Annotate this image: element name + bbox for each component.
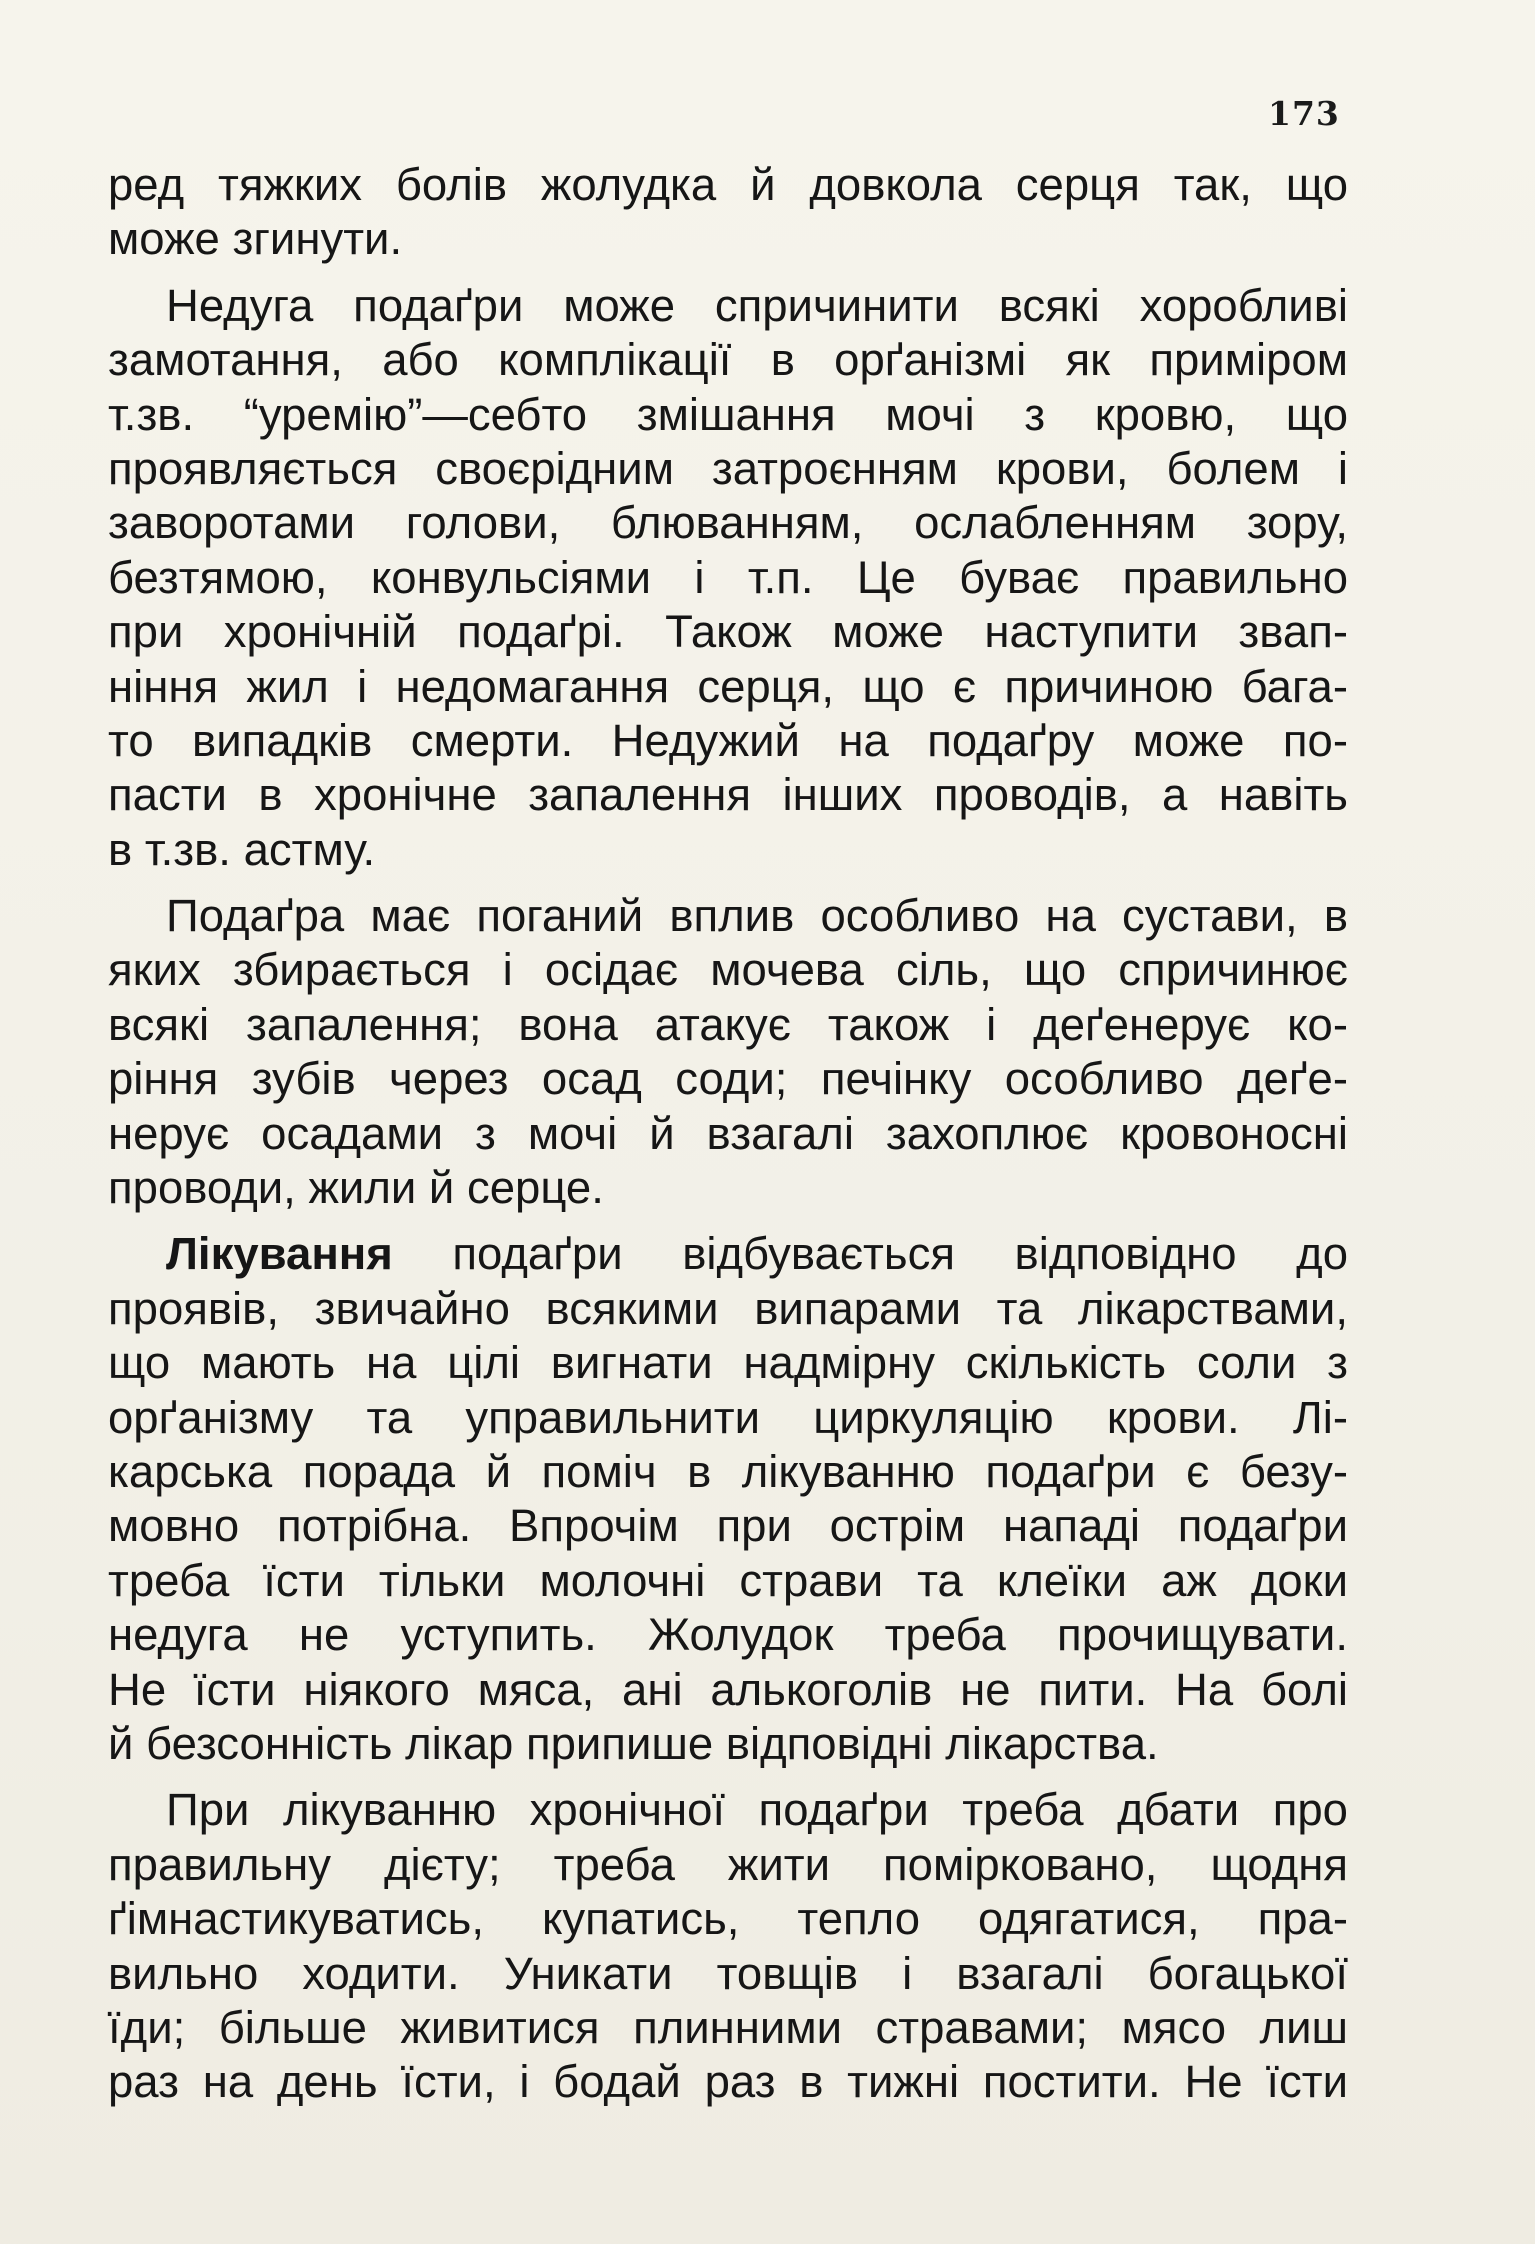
paragraph: [108, 1783, 1348, 2109]
text-line: може згинути.: [108, 213, 403, 265]
text-line: при хронічній подаґрі. Також може наступити звап-: [108, 606, 1348, 658]
text-line: проводи, жили й серце.: [108, 1162, 604, 1214]
text-line: Не їсти ніякого мяса, ані алькоголів не пити. На болі: [108, 1663, 1348, 1715]
text-line: Недуга подаґри може спричинити всякі хоробливі: [166, 279, 1348, 331]
text-line: ріння зубів через осад соди; печінку особливо деґе-: [108, 1053, 1348, 1105]
text-line: т.зв. “уремію”—себто змішання мочі з кровю, що: [108, 388, 1348, 440]
text-line: заворотами голови, блюванням, ослабленням зору,: [108, 497, 1348, 549]
section-lead-term: Лікування: [166, 1228, 393, 1280]
text-line-rest: подаґри відбувається відповідно до: [392, 1228, 1348, 1280]
text-line: безтямою, конвульсіями і т.п. Це буває правильно: [108, 551, 1348, 603]
text-line: треба їсти тільки молочні страви та клеїки аж доки: [108, 1554, 1348, 1606]
text-line: проявляється своєрідним затроєнням крови, болем і: [108, 442, 1348, 494]
text-line: ніння жил і недомагання серця, що є причиною бага-: [108, 660, 1348, 712]
text-line: проявів, звичайно всякими випарами та лікарствами,: [108, 1282, 1348, 1334]
text-line: що мають на цілі вигнати надмірну скількість соли з: [108, 1337, 1348, 1389]
text-line: [108, 1227, 1348, 1281]
text-line: Подаґра має поганий вплив особливо на сустави, в: [166, 890, 1348, 942]
text-line: нерує осадами з мочі й взагалі захоплює кровоносні: [108, 1107, 1348, 1159]
text-line: яких збирається і осідає мочева сіль, що спричинює: [108, 944, 1348, 996]
text-line: всякі запалення; вона атакує також і деґенерує ко-: [108, 998, 1348, 1050]
text-line: замотання, або комплікації в орґанізмі як приміром: [108, 334, 1348, 386]
text-line: мовно потрібна. Впрочім при острім нападі подаґри: [108, 1500, 1348, 1552]
text-line: раз на день їсти, і бодай раз в тижні постити. Не їсти: [108, 2056, 1348, 2108]
body-text: [108, 158, 1348, 2110]
paragraph: [108, 158, 1348, 267]
text-line: в т.зв. астму.: [108, 823, 376, 875]
text-line: й безсонність лікар припише відповідні лікарства.: [108, 1717, 1159, 1769]
text-line: їди; більше живитися плинними стравами; мясо лиш: [108, 2001, 1348, 2053]
text-line: недуга не уступить. Жолудок треба прочищувати.: [108, 1609, 1348, 1661]
paragraph: [108, 279, 1348, 877]
text-line: ред тяжких болів жолудка й довкола серця так, що: [108, 159, 1348, 210]
paragraph: [108, 1227, 1348, 1771]
text-line: ґімнастикуватись, купатись, тепло одягатися, пра-: [108, 1893, 1348, 1945]
paragraph: [108, 889, 1348, 1215]
text-line: орґанізму та управильнити циркуляцію крови. Лі-: [108, 1391, 1348, 1443]
text-line: правильну дієту; треба жити помірковано, щодня: [108, 1838, 1348, 1890]
page-number: 173: [1268, 94, 1340, 133]
text-line: При лікуванню хронічної подаґри треба дбати про: [166, 1784, 1348, 1836]
text-line: карська порада й поміч в лікуванню подаґри є безу-: [108, 1445, 1348, 1497]
text-line: вильно ходити. Уникати товщів і взагалі богацької: [108, 1947, 1348, 1999]
text-line: пасти в хронічне запалення інших проводів, а навіть: [108, 769, 1348, 821]
text-line: то випадків смерти. Недужий на подаґру може по-: [108, 714, 1348, 766]
